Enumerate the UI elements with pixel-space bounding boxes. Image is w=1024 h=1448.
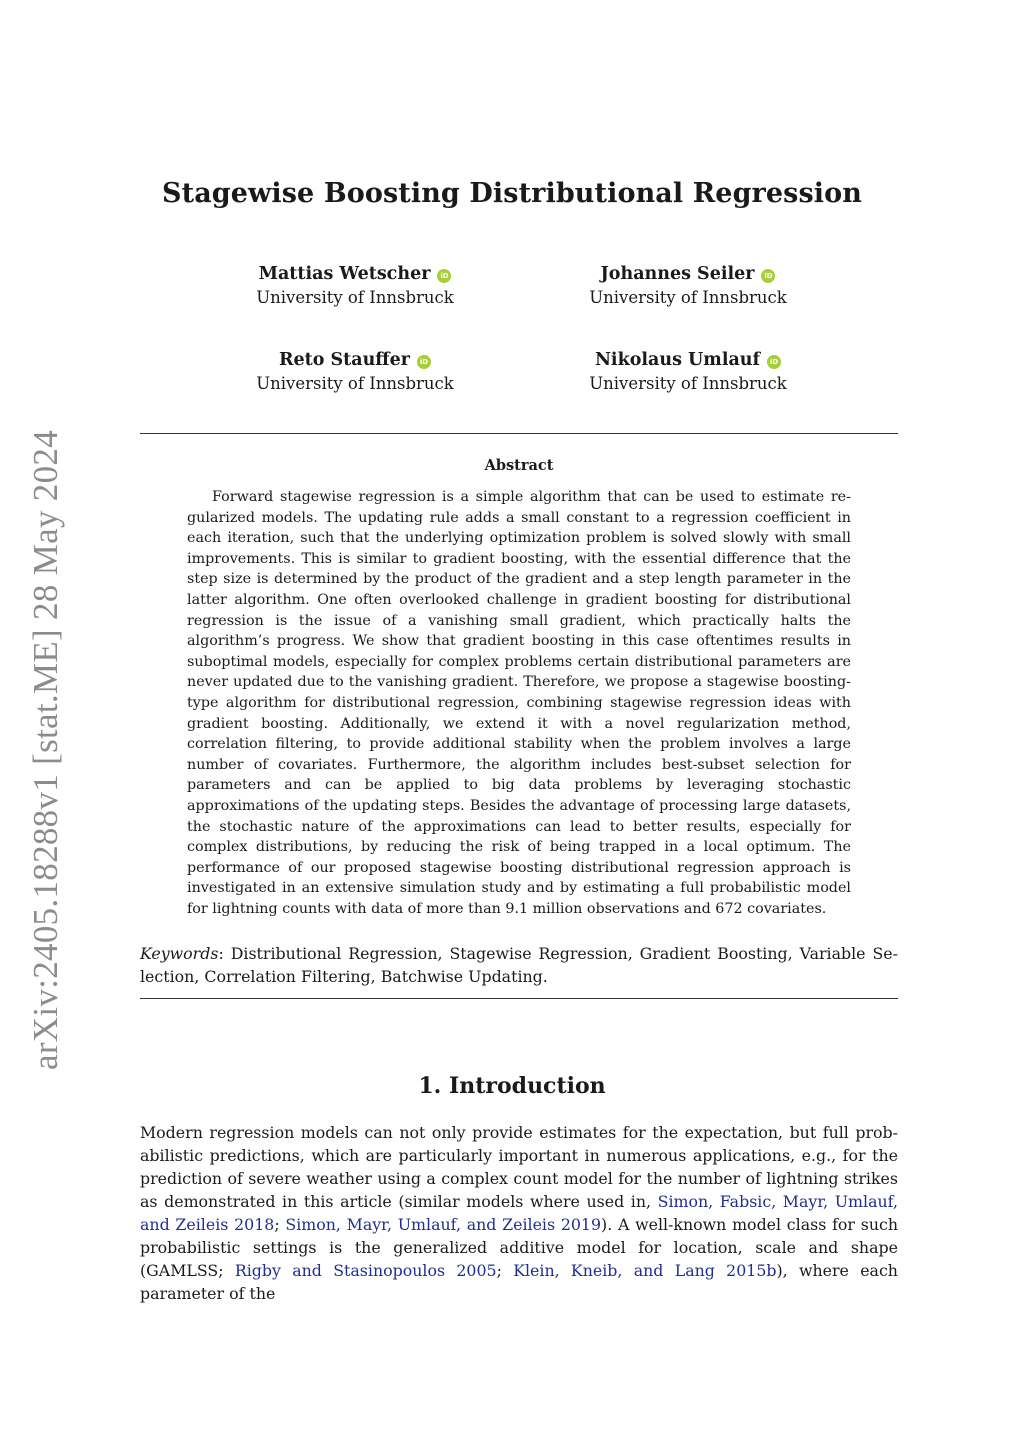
citation-separator: ;: [274, 1215, 286, 1234]
orcid-icon[interactable]: iD: [417, 355, 431, 369]
keywords-text: : Distributional Regression, Stagewise Regression, Gradient Boosting, Variable Selection, Correlation Filtering, Batchwise Updating.: [140, 944, 898, 986]
citation-link[interactable]: Simon, Mayr, Umlauf, and Zeileis 2019: [285, 1215, 602, 1234]
author-name: Johannes Seiler iD: [518, 262, 858, 286]
citation-link[interactable]: Rigby and Stasinopoulos 2005: [234, 1261, 497, 1280]
introduction-paragraph: [140, 1121, 898, 1305]
citation-separator: ;: [496, 1261, 514, 1280]
orcid-icon[interactable]: iD: [767, 355, 781, 369]
author-affiliation: University of Innsbruck: [256, 288, 454, 307]
author-affiliation: University of Innsbruck: [256, 374, 454, 393]
citation-link[interactable]: Simon, Fabsic, Mayr, Umlauf, and Zeileis 2018: [140, 1192, 898, 1234]
author-block: [518, 348, 858, 396]
citation-link[interactable]: Klein, Kneib, and Lang 2015b: [513, 1261, 777, 1280]
author-block: [185, 262, 525, 310]
author-name: Mattias Wetscher iD: [185, 262, 525, 286]
author-affiliation: University of Innsbruck: [589, 374, 787, 393]
orcid-icon[interactable]: iD: [437, 269, 451, 283]
author-name: Nikolaus Umlauf iD: [518, 348, 858, 372]
keywords-label: Keywords: [140, 944, 219, 963]
keywords-paragraph: [140, 942, 898, 988]
abstract-heading: Abstract: [484, 457, 554, 474]
intro-text: ). A well-known model class for such probabilistic settings is the generalized additive model for location, scale and shape (GAMLSS;: [140, 1215, 899, 1280]
keywords-bottom-rule: [140, 998, 898, 999]
abstract-text: Forward stagewise regression is a simple algorithm that can be used to estimate regularized models. The updating rule adds a small constant to a regression coefficient in each iteration, such that the underlying optimization problem is solved slowly with small improvements. This is similar to gradient boosting, with the essential difference that the step size is determined by the product of the gradient and a step length parameter in the latter algorithm. One often overlooked challenge in gradient boosting for distributional regression is the issue of a vanishing small gradient, which practically halts the algorithm’s progress. We show that gradient boosting in this case oftentimes results in suboptimal models, especially for complex problems certain distributional parameters are never updated due to the vanishing gradient. Therefore, we propose a stagewise boosting-type algorithm for distributional regression, combining stagewise regression ideas with gradient boosting. Additionally, we extend it with a novel regularization method, correlation filtering, to provide additional stability when the problem involves a large number of covariates. Furthermore, the algorithm includes best-subset selection for parameters and can be applied to big data problems by leveraging stochastic approximations of the updating steps. Besides the advantage of processing large datasets, the stochastic nature of the approximations can lead to better results, especially for complex distributions, by reducing the risk of being trapped in a local optimum. The performance of our proposed stagewise boosting distributional regression approach is investigated in an extensive simulation study and by estimating a full probabilistic model for lightning counts with data of more than 9.1 million observations and 672 covariates.: [187, 489, 851, 917]
author-affiliation: University of Innsbruck: [589, 288, 787, 307]
orcid-icon[interactable]: iD: [761, 269, 775, 283]
author-block: [185, 348, 525, 396]
author-name: Reto Stauffer iD: [185, 348, 525, 372]
author-block: [518, 262, 858, 310]
intro-text: Modern regression models can not only provide estimates for the expectation, but full probabilistic predictions, which are particularly important in numerous applications, e.g., for the prediction of severe weather using a complex count model for the number of lightning strikes as demonstrated in this article (similar models where used in,: [140, 1123, 898, 1211]
abstract-top-rule: [140, 433, 898, 434]
section-heading-introduction: 1. Introduction: [418, 1073, 606, 1099]
arxiv-identifier-stamp: arXiv:2405.18288v1 [stat.ME] 28 May 2024: [26, 430, 65, 1070]
paper-title: Stagewise Boosting Distributional Regression: [162, 178, 862, 209]
intro-text: ), where each parameter of the: [140, 1261, 898, 1303]
